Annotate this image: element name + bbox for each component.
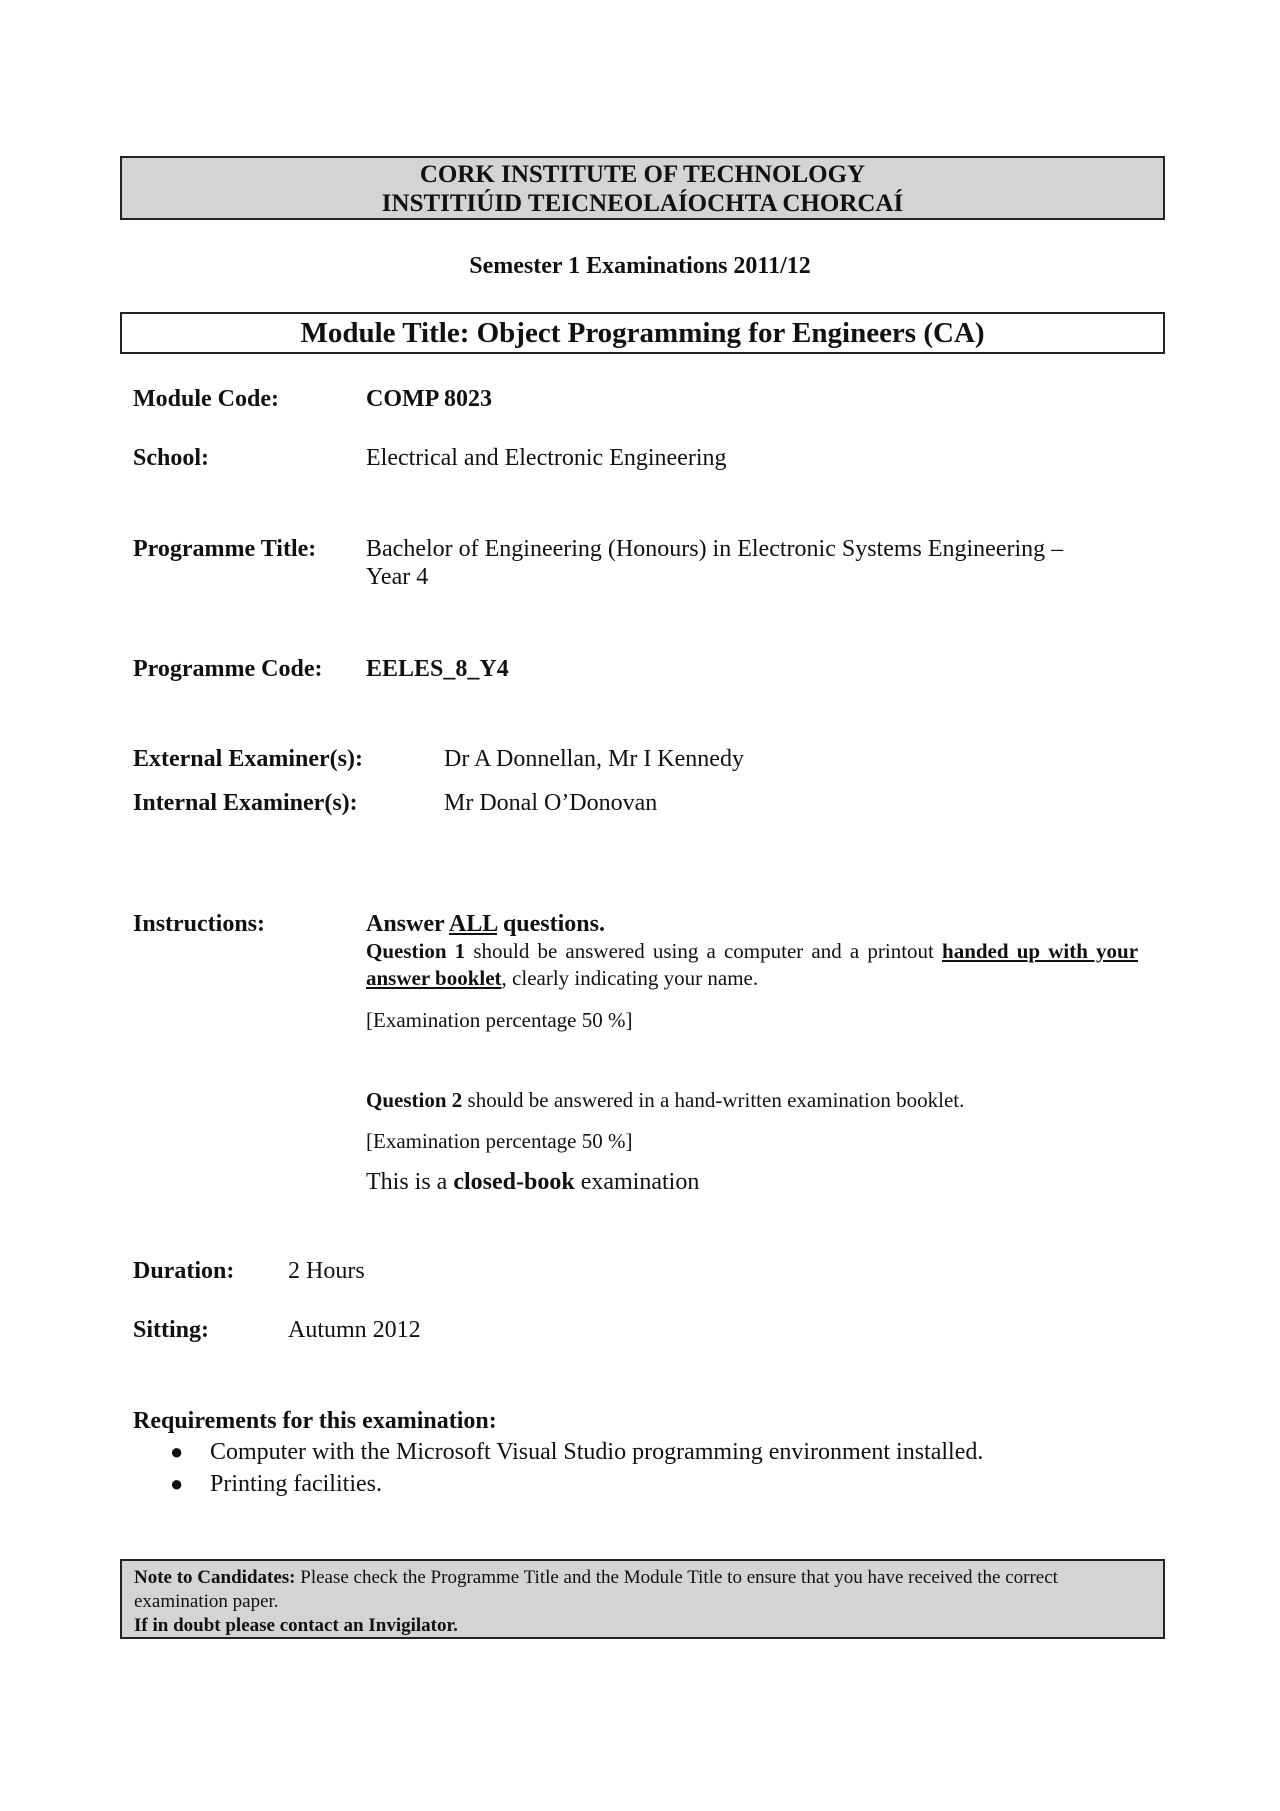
programme-title-label: Programme Title: — [133, 536, 317, 562]
school-label: School: — [133, 445, 210, 471]
question-1-percentage: [Examination percentage 50 %] — [366, 1008, 633, 1032]
programme-title — [366, 535, 1063, 591]
external-examiners-label: External Examiner(s): — [133, 746, 363, 772]
module-code-label: Module Code: — [133, 386, 279, 412]
sitting-label: Sitting: — [133, 1317, 210, 1343]
list-item — [168, 1436, 983, 1468]
internal-examiners: Mr Donal O’Donovan — [444, 790, 658, 816]
question-2-label: Question 2 — [366, 1088, 463, 1112]
handed-up-emphasis: handed up with your answer booklet — [366, 939, 1139, 990]
closed-prefix: This is a — [366, 1169, 454, 1195]
requirements-title: Requirements for this examination: — [133, 1408, 497, 1434]
programme-title-line1: Bachelor of Engineering (Honours) in Electronic Systems Engineering – — [366, 536, 1064, 562]
closed-suffix: examination — [574, 1169, 700, 1195]
external-examiners: Dr A Donnellan, Mr I Kennedy — [444, 746, 744, 772]
note-label: Note to Candidates: — [134, 1567, 296, 1588]
duration: 2 Hours — [288, 1258, 365, 1284]
answer-all-emphasis: ALL — [448, 911, 497, 937]
requirements-list — [168, 1436, 983, 1500]
closed-book-emphasis: closed-book — [453, 1169, 575, 1195]
question-1-label: Question 1 — [366, 939, 466, 963]
internal-examiners-label: Internal Examiner(s): — [133, 790, 358, 816]
institute-header — [120, 156, 1165, 220]
note-doubt: If in doubt please contact an Invigilator. — [134, 1615, 458, 1636]
school: Electrical and Electronic Engineering — [366, 445, 727, 471]
instructions-label: Instructions: — [133, 911, 266, 937]
programme-code-label: Programme Code: — [133, 656, 323, 682]
question-2-instruction — [366, 1087, 964, 1114]
module-code: COMP 8023 — [366, 386, 492, 412]
note-main — [134, 1566, 1151, 1614]
programme-code: EELES_8_Y4 — [366, 656, 509, 682]
question-1-text-b: , clearly indicating your name. — [501, 966, 759, 990]
question-2-percentage: [Examination percentage 50 %] — [366, 1129, 633, 1153]
question-2-text: should be answered in a hand-written examination booklet. — [462, 1088, 965, 1112]
institute-name-english: CORK INSTITUTE OF TECHNOLOGY — [419, 161, 866, 188]
note-text: Please check the Programme Title and the Module Title to ensure that you have received the correct examination paper. — [134, 1567, 1058, 1612]
question-1-text-a: should be answered using a computer and a printout — [465, 939, 943, 963]
requirement-text: Printing facilities. — [210, 1471, 382, 1497]
closed-book-notice — [366, 1168, 699, 1196]
programme-title-line2: Year 4 — [366, 564, 429, 590]
requirement-text: Computer with the Microsoft Visual Studio programming environment installed. — [210, 1439, 984, 1465]
sitting: Autumn 2012 — [288, 1317, 421, 1343]
answer-prefix: Answer — [366, 911, 449, 937]
question-1-instruction — [366, 938, 1138, 992]
note-to-candidates — [120, 1559, 1165, 1639]
bullet-icon: ● — [170, 1439, 184, 1464]
institute-name-irish: INSTITIÚID TEICNEOLAÍOCHTA CHORCAÍ — [381, 190, 904, 217]
list-item — [168, 1468, 983, 1500]
bullet-icon: ● — [170, 1471, 184, 1496]
module-title: Module Title: Object Programming for Engineers (CA) — [120, 312, 1165, 354]
answer-suffix: questions. — [496, 911, 605, 937]
answer-all-instruction — [366, 910, 605, 938]
exam-session: Semester 1 Examinations 2011/12 — [469, 253, 811, 279]
duration-label: Duration: — [133, 1258, 235, 1284]
